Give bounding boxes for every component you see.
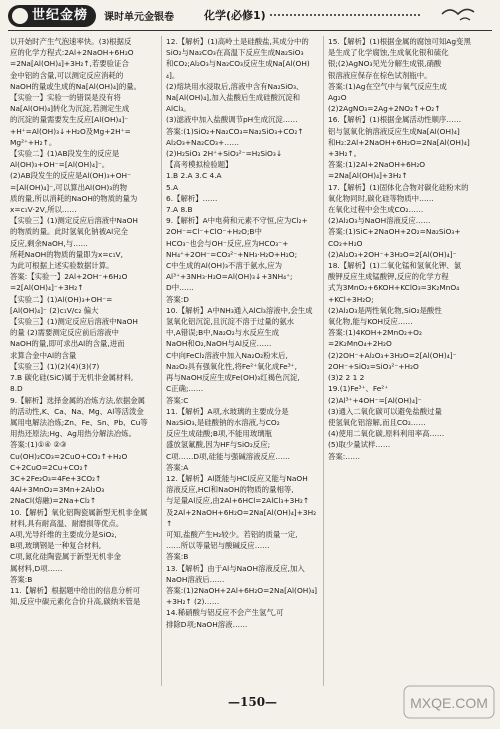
text-line: 10.【解析】氧化铝陶瓷属新型无机非金属 [10,507,148,517]
text-line: 6.【解析】…… [166,193,218,203]
text-line: C中生成的Al(OH)₃不溶于氨水,应为 [166,261,283,271]
text-line: B项,玻璃钢是一种复合材料, [10,541,102,551]
text-line: 【实验三】(1)测定反应后溶液中NaOH [10,216,138,226]
text-line: 答案:(1)2NaOH+2Al+6H₂O=2Na[Al(OH)₄] [166,585,318,595]
header [0,0,500,32]
text-line: (2)Al³⁺+4OH⁻=[Al(OH)₄]⁻ [328,395,422,405]
text-line: 用热还原法;Hg、Ag用热分解法冶炼。 [10,429,136,439]
text-line: 3C+2Fe₂O₃=4Fe+3CO₂↑ [10,473,102,483]
text-line: 14.稀硝酸与铝反应不会产生氢气,可 [166,608,284,618]
answer-column-1 [10,36,156,686]
text-line: 反应,剩余NaOH,与…… [10,238,88,248]
text-line: +3H₂↑ (2)…… [166,597,220,607]
answer-column-2 [166,36,318,686]
series-title: 课时单元金银卷 [104,12,174,23]
text-line: 答案:C [166,395,189,405]
text-line: C项,氮化硅陶瓷属于新型无机非金 [10,552,121,562]
text-line: 反应生成硅酸;B项,不能用玻璃瓶 [166,429,272,439]
text-line: 答案:(1)2Al+2NaOH+6H₂O [328,160,426,170]
text-line: 及2Al+2NaOH+6H₂O=2Na[Al(OH)₄]+3H₂↑ [166,507,317,528]
text-line: +3H₂↑。 [328,149,361,159]
text-line: 7.A 8.B [166,205,193,215]
text-line: Al³⁺+3NH₃·H₂O=Al(OH)₃↓+3NH₄⁺; [166,272,293,282]
text-line: 答案:B [10,574,33,584]
column-divider [323,36,324,686]
text-line: 与足量Al反应,由2Al+6HCl=2AlCl₃+3H₂↑ [166,496,310,506]
text-line: +H⁺=Al(OH)₃↓+H₂O及Mg+2H⁺= [10,126,131,136]
text-line: 18.【解析】(1)二氧化锰和氢氧化钾、氯 [328,261,462,271]
text-line: +KCl+3H₂O; [328,294,374,304]
text-line: 再与NaOH反应生成Fe(OH)₃红褐色沉淀, [166,373,300,383]
text-line: 的量 (2)需要测定反应前后溶液中 [10,328,119,338]
text-line: 氧化物同时,碳化硅等物质中…… [328,193,434,203]
text-line: NaOH和O₂,NaOH与Al反应…… [166,339,272,349]
text-line: C中向FeCl₂溶液中加入Na₂O₂粉末后, [166,350,288,360]
text-line: 10.【解析】A中NH₃通入AlCl₃溶液中,会生成 [166,305,313,315]
text-line: 【实验三】(1)(2)(4)(3)(7) [10,361,100,371]
text-line: 铝与氢氧化钠溶液反应生成Na[Al(OH)₄] [328,126,460,136]
text-line: 银;(2)AgNO₃见光分解生成银,硝酸 [328,59,442,69]
text-line: 【高考模拟检验题】 [166,160,233,170]
text-line: (2)Al₂O₃+2OH⁻+3H₂O=2[Al(OH)₄]⁻ [328,249,457,259]
text-line: 的沉淀的量需要发生反应[Al(OH)₄]⁻ [10,115,129,125]
text-line: 答案:…… [328,451,361,461]
text-line: NaOH的量,即可求出Al的含量,进而 [10,339,125,349]
watermark-text: MXQE.COM [410,695,488,711]
text-line: 9.【解析】A中电荷和元素不守恒,应为Cl₂+ [166,216,308,226]
brand-logo [8,5,96,27]
text-line: 【实验一】实验一的错误是没有将 [10,93,121,103]
text-line: 答案:D [166,294,189,304]
text-line: =[Al(OH)₄]⁻,可以算出Al(OH)₃的物 [10,182,127,192]
text-line: (3)通入二氧化碳可以避免盐酸过量 [328,406,442,416]
text-line: CO₂+H₂O [328,238,363,248]
text-line: 可知,盐酸产生H₂较少。若铝的质量一定, [166,529,298,539]
text-line: 9.【解析】选择金属的冶炼方法,依据金属 [10,395,146,405]
text-line: 银溶液应保存在棕色试剂瓶中。 [328,70,432,80]
text-line: =2[Al(OH)₄]⁻+3H₂↑ [10,283,84,293]
text-line: 【实验三】(1)测定反应后溶液中NaOH [10,317,138,327]
text-line: (2)熔块用水浸取后,溶液中含有Na₂SiO₃、 [166,81,304,91]
text-line: =2Na[Al(OH)₄]+3H₂↑,若要验证合 [10,59,129,69]
text-line: =2Na[Al(OH)₄]+3H₂↑ [328,171,408,181]
text-line: 11.【解析】A项,水玻璃的主要成分是 [166,406,289,416]
text-line: 答案:(1)SiO₂+Na₂CO₃=Na₂SiO₃+CO₂↑ [166,126,304,136]
text-line: 和H₂:2Al+2NaOH+6H₂O=2Na[Al(OH)₄] [328,137,470,147]
text-line: Cu(OH)₂CO₃=2CuO+CO₂↑+H₂O [10,451,128,461]
text-line: 属用电解法冶炼;Zn、Fe、Sn、Pb、Cu等 [10,417,148,427]
text-line: C项……D项,硅能与强碱溶液反应…… [166,451,291,461]
text-line: (2)2OH⁻+Al₂O₃+3H₂O=2[Al(OH)₄]⁻ [328,350,457,360]
text-line: (5)取少量试样…… [328,440,391,450]
text-line: 在氧化过程中会生成CO₂…… [328,205,424,215]
text-line: NH₄⁺+2OH⁻=CO₃²⁻+NH₃·H₂O+H₂O; [166,249,298,259]
text-line: 以开始时产生气泡速率快。(3)根据反 [10,37,132,46]
text-line: 盛放氢氟酸,因为HF与SiO₂反应; [166,440,271,450]
emblem-icon [12,8,28,24]
text-line: 12.【解析】Al既能与HCl反应又能与NaOH [166,473,308,483]
text-line: 排除D项;NaOH溶液…… [166,619,248,629]
text-line: 4Al+3MnO₂=3Mn+2Al₂O₃ [10,485,105,495]
header-decoration [270,14,420,20]
text-line: Mg²⁺+H₂↑。 [10,137,57,147]
text-line: 13.【解析】由于Al与NaOH溶液反应,加入 [166,563,305,573]
text-line: 答案:A [166,462,189,472]
logo-text: 世纪金榜 [32,8,89,23]
text-line: 11.【解析】根据题中给出的信息分析可 [10,585,141,595]
watermark-logo [402,682,496,722]
column-divider [161,36,162,686]
text-line: 为此可根据上述实验数据计算。 [10,261,114,271]
text-line: 是生成了化学腐蚀,生成氧化银和硫化 [328,48,449,58]
text-line: (2)Al₂O₃与NaOH溶液反应…… [328,216,431,226]
text-line: NaOH溶液后…… [166,574,225,584]
text-line: 17.【解析】(1)固体化合物对碳化硅粉末的 [328,182,469,192]
text-line: =2K₂MnO₄+2H₂O [328,339,392,349]
text-line: 氢氧化铝沉淀,且沉淀不溶于过量的氨水 [166,317,294,327]
text-line: (3)2 2 1 2 [328,373,365,383]
text-line: 答案:(1)Ag在空气中与氧气反应生成 [328,81,447,91]
text-line: 答案:(1)①④ ②③ [10,440,67,450]
text-line: 19.(1)Fe³⁺、Fe²⁺ [328,384,389,394]
text-line: 答案:B [166,552,189,562]
answer-column-3 [328,36,492,686]
text-line: (2)AB段发生的反应是Al(OH)₃+OH⁻ [10,171,132,181]
text-line: Na[Al(OH)₄]转化为沉淀,若测定生成 [10,104,130,114]
text-line: Na₂SiO₃,是硅酸钠的水溶液,与CO₂ [166,417,280,427]
text-line: 应的化学方程式:2Al+2NaOH+6H₂O [10,48,134,58]
text-line: 12.【解析】(1)高岭土是硅酸盐,其成分中的 [166,37,309,46]
text-line: 【实验二】(1)AB段发生的反应是 [10,149,120,159]
text-line: Na₂O₂具有强氧化性,将Fe²⁺氧化成Fe³⁺, [166,361,297,371]
subject-title: 化学(必修1) [204,9,266,22]
text-line: (3)滤液中加入盐酸调节pH生成沉淀…… [166,115,298,125]
text-line: 溶液反应,HCl和NaOH的物质的量相等, [166,485,294,495]
text-line: (2)H₂SiO₃ 2H⁺+SiO₃²⁻=H₂SiO₃↓ [166,149,283,159]
bird-icon [440,4,480,24]
text-line: [Al(OH)₄]⁻ (2)c₁V/c₂ 偏大 [10,305,99,315]
text-line: Al(OH)₃+OH⁻=[Al(OH)₄]⁻。 [10,160,110,170]
text-line: x=c₁V·2V,所以…… [10,205,77,215]
text-line: 质的量,所以消耗的NaOH的物质的量为 [10,193,138,203]
text-line: (2)2AgNO₃=2Ag+2NO₂↑+O₂↑ [328,104,441,114]
text-line: 属材料,D项…… [10,563,63,573]
text-line: 16.【解析】(1)根据金属活动性顺序…… [328,115,462,125]
text-line: 和CO₂;Al₂O₃与Na₂CO₃反应生成Na[Al(OH)₄]。 [166,59,310,80]
text-line: Ag₂O [328,93,347,103]
text-line: 求算合金中Al的含量 [10,350,77,360]
text-line: 8.D [10,384,23,394]
text-line: C正确;…… [166,384,204,394]
text-line: 材料,具有耐高温、耐磨损等优点。 [10,518,124,528]
text-line: 使氢氧化铝溶解,而且CO₂…… [328,417,426,427]
text-line: 答案:【实验一】2Al+2OH⁻+6H₂O [10,272,128,282]
text-line: A项,光导纤维的主要成分是SiO₂, [10,529,117,539]
text-line: 2OH⁻+SiO₂=SiO₃²⁻+H₂O [328,361,419,371]
text-line: C+2CuO=2Cu+CO₂↑ [10,462,89,472]
text-line: HCO₃⁻也会与OH⁻反应,应为HCO₃⁻+ [166,238,289,248]
text-line: 金中铝的含量,可以测定反应消耗的 [10,70,124,80]
text-line: 的活动性,K、Ca、Na、Mg、Al等活泼金 [10,406,144,416]
text-line: AlCl₃。 [166,104,191,114]
text-line: SiO₂与Na₂CO₃在高温下反应生成Na₂SiO₃ [166,48,304,58]
text-line: Na[Al(OH)₄],加入盐酸后生成硅酸沉淀和 [166,93,301,103]
text-line: 氧化物,能与KOH反应…… [328,317,413,327]
text-line: NaOH的量或生成的Na[Al(OH)₄]的量。 [10,81,141,91]
header-rule [8,30,492,31]
text-line: 【实验二】(1)Al(OH)₃+OH⁻= [10,294,113,304]
text-line: 知,反应中碳元素化合价升高,碳纳米管是 [10,597,141,607]
text-line: 2NaCl(熔融)=2Na+Cl₂↑ [10,496,97,506]
text-line: 15.【解析】(1)根据金属的腐蚀可知Ag变黑 [328,37,471,46]
text-line: 酸钾反应生成锰酸钾,反应的化学方程 [328,272,449,282]
text-line: 所耗NaOH的物质的量即为x=c₁V, [10,249,123,259]
text-line: (4)使用二氧化碳,原料利用率高…… [328,429,445,439]
text-line: Al₂O₃+Na₂CO₃+…… [166,137,239,147]
text-line: 1.B 2.A 3.C 4.A [166,171,222,181]
page-number: —150— [228,695,278,709]
text-line: 答案:(1)4KOH+2MnO₂+O₂ [328,328,422,338]
text-line: D中…… [166,283,194,293]
text-line: ……所以等量铝与酸碱反应…… [166,541,270,551]
text-line: 5.A [166,182,179,192]
text-line: 7.B 碳化硅(SiC)属于无机非金属材料, [10,373,134,383]
text-line: 2OH⁻=Cl⁻+ClO⁻+H₂O;B中 [166,227,262,237]
text-line: 式为3MnO₂+6KOH+KClO₃=3K₂MnO₄ [328,283,460,293]
text-line: 中,A错误;B中,Na₂O₂与水反应生成 [166,328,280,338]
text-line: 答案:(1)SiC+2NaOH+2O₂=Na₂SiO₃+ [328,227,461,237]
text-line: 的物质的量。此时氢氧化钠被Al完全 [10,227,128,237]
text-line: (2)Al₂O₃是两性氧化物,SiO₂是酸性 [328,305,442,315]
